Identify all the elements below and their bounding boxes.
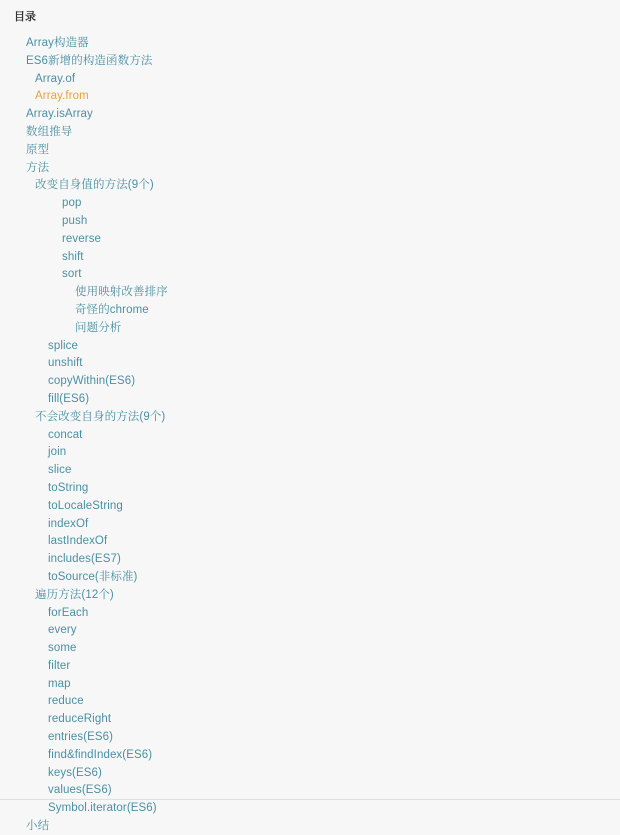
toc-item[interactable] <box>0 265 620 283</box>
toc-link[interactable]: reduceRight <box>48 713 112 726</box>
toc-item[interactable] <box>0 283 620 301</box>
toc-item[interactable] <box>0 34 620 52</box>
toc-link[interactable]: slice <box>48 464 72 477</box>
toc-link[interactable]: reduce <box>48 695 84 708</box>
toc-list <box>0 34 620 835</box>
toc-link[interactable]: Array.of <box>35 72 76 85</box>
toc-link[interactable]: sort <box>62 268 82 281</box>
toc-link[interactable]: every <box>48 624 77 637</box>
toc-item[interactable] <box>0 212 620 230</box>
toc-link[interactable]: 奇怪的chrome <box>75 303 149 316</box>
toc-link[interactable]: indexOf <box>48 517 89 530</box>
toc-link[interactable]: join <box>48 446 67 459</box>
toc-link[interactable]: map <box>48 677 71 690</box>
toc-link[interactable]: Symbol.iterator(ES6) <box>48 802 157 815</box>
toc-link[interactable]: 不会改变自身的方法(9个) <box>35 410 166 423</box>
toc-item[interactable] <box>0 728 620 746</box>
toc-item[interactable] <box>0 354 620 372</box>
toc-item[interactable] <box>0 319 620 337</box>
toc-item[interactable] <box>0 70 620 88</box>
toc-item[interactable] <box>0 604 620 622</box>
toc-link[interactable]: splice <box>48 339 79 352</box>
toc-item[interactable] <box>0 764 620 782</box>
toc-item[interactable] <box>0 621 620 639</box>
toc-link[interactable]: Array.isArray <box>26 108 93 121</box>
toc-item[interactable] <box>0 52 620 70</box>
toc-item[interactable] <box>0 692 620 710</box>
toc-item[interactable] <box>0 550 620 568</box>
toc-item[interactable] <box>0 532 620 550</box>
toc-link[interactable]: toLocaleString <box>48 499 123 512</box>
toc-item[interactable] <box>0 390 620 408</box>
toc-link[interactable]: reverse <box>62 232 102 245</box>
toc-link[interactable]: Array.from <box>35 90 89 103</box>
toc-link[interactable]: shift <box>62 250 84 263</box>
toc-item[interactable] <box>0 675 620 693</box>
toc-item[interactable] <box>0 497 620 515</box>
toc-link[interactable]: ES6新增的构造函数方法 <box>26 54 153 67</box>
toc-link[interactable]: keys(ES6) <box>48 766 102 779</box>
toc-item[interactable] <box>0 123 620 141</box>
toc-link[interactable]: 改变自身值的方法(9个) <box>35 179 154 192</box>
toc-link[interactable]: entries(ES6) <box>48 731 114 744</box>
toc-link[interactable]: Array构造器 <box>26 37 89 49</box>
toc-item[interactable] <box>0 746 620 764</box>
toc-item[interactable] <box>0 443 620 461</box>
toc-item[interactable] <box>0 515 620 533</box>
toc-item[interactable] <box>0 781 620 799</box>
toc-item[interactable] <box>0 710 620 728</box>
toc-link[interactable]: forEach <box>48 606 89 619</box>
toc-link[interactable]: filter <box>48 659 71 672</box>
toc-link[interactable]: push <box>62 214 88 227</box>
toc-link[interactable]: pop <box>62 197 82 210</box>
toc-item[interactable] <box>0 426 620 444</box>
toc-link[interactable]: 问题分析 <box>75 321 122 334</box>
toc-link[interactable]: 方法 <box>26 161 50 174</box>
toc-item[interactable] <box>0 230 620 248</box>
toc-item[interactable] <box>0 657 620 675</box>
toc-link[interactable]: toString <box>48 481 89 494</box>
toc-item[interactable] <box>0 141 620 159</box>
toc-item[interactable] <box>0 194 620 212</box>
toc-link[interactable]: 数组推导 <box>26 125 73 138</box>
toc-item[interactable] <box>0 337 620 355</box>
toc-item[interactable] <box>0 586 620 604</box>
toc-item[interactable] <box>0 408 620 426</box>
toc-item[interactable] <box>0 568 620 586</box>
toc-item[interactable] <box>0 159 620 177</box>
toc-link[interactable]: 原型 <box>26 143 50 156</box>
toc-link[interactable]: find&findIndex(ES6) <box>48 748 153 761</box>
toc-item[interactable] <box>0 817 620 835</box>
toc-item[interactable] <box>0 639 620 657</box>
toc-link[interactable]: concat <box>48 428 83 441</box>
toc-item[interactable] <box>0 248 620 266</box>
toc-item[interactable] <box>0 461 620 479</box>
toc-link[interactable]: lastIndexOf <box>48 535 108 548</box>
page-top-divider <box>0 0 620 1</box>
toc-item[interactable] <box>0 176 620 194</box>
toc-link[interactable]: includes(ES7) <box>48 553 121 566</box>
toc-item[interactable] <box>0 372 620 390</box>
toc-link[interactable]: some <box>48 642 77 655</box>
toc-link[interactable]: copyWithin(ES6) <box>48 375 136 388</box>
toc-link[interactable]: 小结 <box>26 820 50 833</box>
page-title: 目录 <box>14 11 36 23</box>
toc-item[interactable] <box>0 799 620 817</box>
toc-link[interactable]: toSource(非标准) <box>48 570 138 583</box>
toc-item[interactable] <box>0 479 620 497</box>
toc-item[interactable] <box>0 301 620 319</box>
toc-link[interactable]: fill(ES6) <box>48 392 90 405</box>
toc-item[interactable] <box>0 105 620 123</box>
toc-link[interactable]: unshift <box>48 357 83 370</box>
toc-link[interactable]: 遍历方法(12个) <box>35 588 114 601</box>
toc-link[interactable]: 使用映射改善排序 <box>75 286 168 299</box>
toc-link[interactable]: values(ES6) <box>48 784 112 797</box>
toc-item[interactable] <box>0 87 620 105</box>
